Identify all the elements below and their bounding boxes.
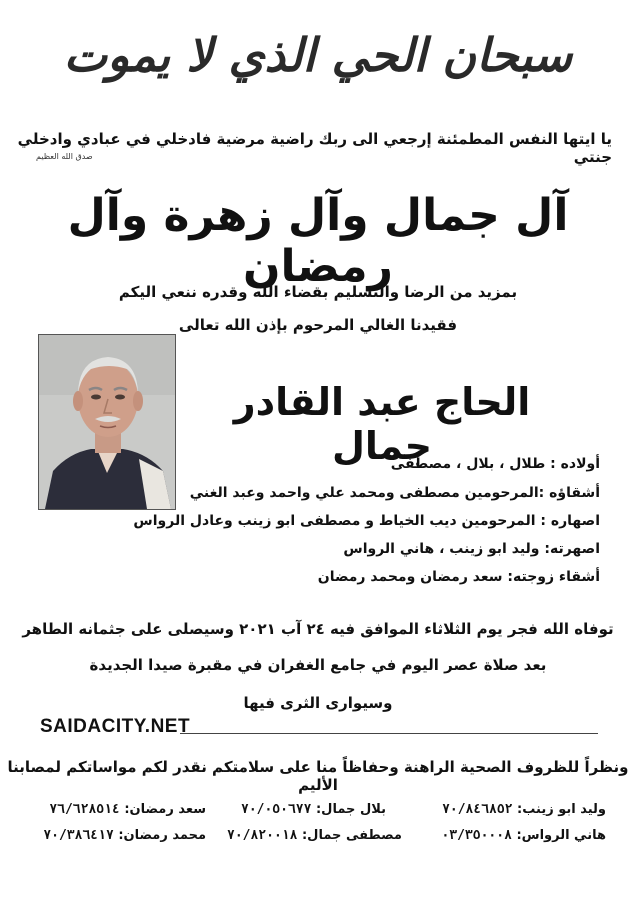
relatives-value: المرحومين ديب الخياط و مصطفى ابو زينب وعادل الرواس — [133, 513, 541, 529]
families-title: آل جمال وآل زهرة وآل رمضان — [67, 190, 569, 292]
contact-phone: ٧٦/٦٢٨٥١٤ — [49, 802, 120, 817]
calligraphy-heading: سبحان الحي الذي لا يموت — [63, 28, 573, 82]
contact-phone: ٠٣/٣٥٠٠٠٨ — [441, 828, 512, 843]
relatives-in-laws — [133, 513, 600, 529]
relatives-label: أولاده : — [550, 456, 600, 472]
relatives-sons-in-law — [160, 541, 600, 557]
relatives-value: وليد ابو زينب ، هاني الرواس — [343, 541, 545, 557]
intro-line-2: فقيدنا الغالي المرحوم بإذن الله تعالى — [178, 316, 458, 334]
contact-item — [441, 828, 606, 843]
death-notice-line-3: وسيوارى الثرى فيها — [243, 694, 393, 712]
deceased-name: الحاج عبد القادر جمال — [233, 380, 531, 468]
relatives-label: أشقاء زوجته: — [507, 569, 600, 585]
contact-name: بلال جمال: — [315, 802, 386, 817]
relatives-children — [160, 456, 600, 472]
relatives-wife-brothers — [160, 569, 600, 585]
relatives-value: سعد رمضان ومحمد رمضان — [317, 569, 508, 585]
relatives-value: المرحومين مصطفى ومحمد علي واحمد وعبد الغني — [189, 485, 539, 501]
contact-phone: ٧٠/٣٨٦٤١٧ — [43, 828, 114, 843]
contact-phone: ٧٠/٨٤٦٨٥٢ — [442, 802, 513, 817]
contact-item — [227, 828, 402, 843]
death-notice-line-2: بعد صلاة عصر اليوم في جامع الغفران في مقبرة صيدا الجديدة — [89, 656, 547, 674]
site-logo: SAIDACITY.NET — [40, 716, 191, 737]
divider — [180, 733, 598, 734]
contact-name: هاني الرواس: — [516, 828, 606, 843]
contact-item — [49, 802, 206, 817]
contact-name: سعد رمضان: — [124, 802, 206, 817]
intro-line-1: بمزيد من الرضا والتسليم بقضاء الله وقدره ننعي اليكم — [118, 283, 518, 301]
relatives-label: أشقاؤه : — [538, 485, 600, 501]
contact-phone: ٧٠/٠٥٠٦٧٧ — [241, 802, 312, 817]
covid-note: ونظراً للظروف الصحية الراهنة وحفاظاً منا على سلامتكم نقدر لكم مواساتكم لمصابنا الأليم — [7, 758, 629, 794]
contact-item — [43, 828, 206, 843]
quran-verse: يا ايتها النفس المطمئنة إرجعي الى ربك راضية مرضية فادخلي في عبادي وادخلي جنتي — [17, 130, 612, 166]
death-notice-line-1: توفاه الله فجر يوم الثلاثاء الموافق فيه ٢٤ آب ٢٠٢١ وسيصلى على جثمانه الطاهر — [22, 620, 614, 638]
portrait-image — [39, 335, 175, 509]
contact-name: وليد ابو زينب: — [517, 802, 606, 817]
contact-name: محمد رمضان: — [118, 828, 206, 843]
relatives-label: اصهاره : — [540, 513, 600, 529]
verse-source: صدق الله العظيم — [36, 152, 93, 161]
relatives-value: طلال ، بلال ، مصطفى — [390, 456, 551, 472]
contact-item — [241, 802, 386, 817]
deceased-photo — [38, 334, 176, 510]
relatives-label: اصهرته: — [544, 541, 600, 557]
relatives-brothers — [160, 485, 600, 501]
contact-phone: ٧٠/٨٢٠٠١٨ — [227, 828, 298, 843]
contact-name: مصطفى جمال: — [301, 828, 402, 843]
contact-item — [442, 802, 606, 817]
